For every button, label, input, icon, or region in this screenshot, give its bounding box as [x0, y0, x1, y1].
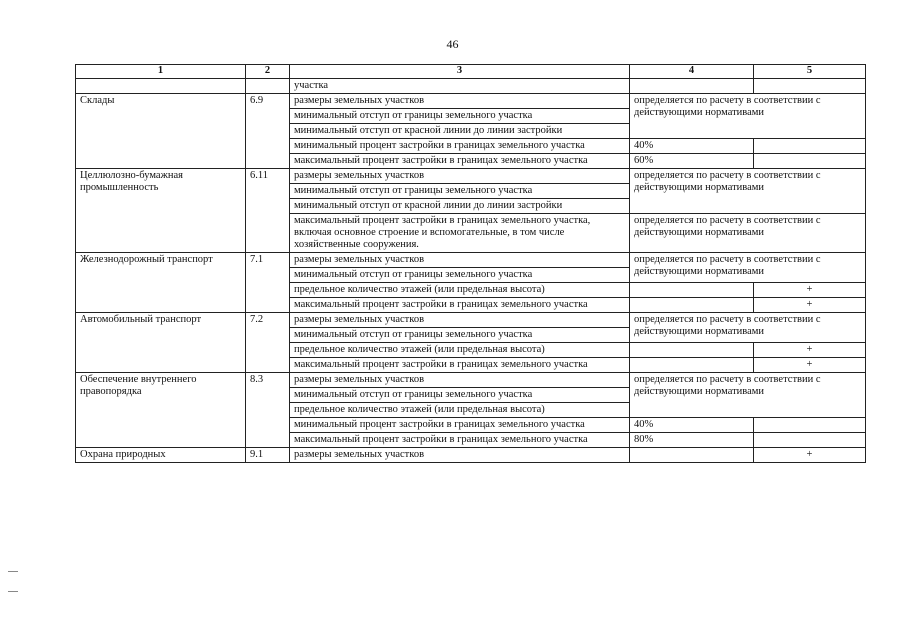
- table-row: [76, 313, 866, 328]
- norm-value: определяется по расчету в соответствии с действующими нормативами: [630, 373, 866, 418]
- use-name: Целлюлозно-бумажная промышленность: [76, 169, 246, 253]
- norm-value: определяется по расчету в соответствии с действующими нормативами: [630, 94, 866, 139]
- param-cell: минимальный отступ от красной линии до линии застройки: [290, 199, 630, 214]
- header-col-5: 5: [754, 65, 866, 79]
- param-cell: предельное количество этажей (или предельная высота): [290, 343, 630, 358]
- header-col-4: 4: [630, 65, 754, 79]
- use-name: Склады: [76, 94, 246, 169]
- param-cell: минимальный отступ от границы земельного участка: [290, 184, 630, 199]
- use-name: Обеспечение внутреннего правопорядка: [76, 373, 246, 448]
- header-col-2: 2: [246, 65, 290, 79]
- param-cell: участка: [290, 79, 630, 94]
- page-number: 46: [446, 37, 459, 51]
- param-cell: размеры земельных участков: [290, 448, 630, 463]
- norm-value: определяется по расчету в соответствии с действующими нормативами: [630, 214, 866, 253]
- table-header-row: [76, 65, 866, 79]
- param-cell: размеры земельных участков: [290, 94, 630, 109]
- param-cell: максимальный процент застройки в границах земельного участка: [290, 298, 630, 313]
- norm-value: определяется по расчету в соответствии с действующими нормативами: [630, 169, 866, 214]
- param-cell: минимальный процент застройки в границах земельного участка: [290, 139, 630, 154]
- param-cell: максимальный процент застройки в границах земельного участка: [290, 358, 630, 373]
- margin-mark: [8, 571, 18, 572]
- value-cell: 60%: [630, 154, 754, 169]
- param-cell: максимальный процент застройки в границах земельного участка, включая основное строение и вспомогательные, в том числе хозяйственные сооружения.: [290, 214, 630, 253]
- param-cell: размеры земельных участков: [290, 253, 630, 268]
- use-code: 7.2: [246, 313, 290, 373]
- plus-mark: +: [754, 283, 866, 298]
- use-code: 7.1: [246, 253, 290, 313]
- param-cell: минимальный отступ от красной линии до линии застройки: [290, 124, 630, 139]
- param-cell: минимальный отступ от границы земельного участка: [290, 109, 630, 124]
- param-cell: минимальный отступ от границы земельного участка: [290, 268, 630, 283]
- norm-value: определяется по расчету в соответствии с действующими нормативами: [630, 313, 866, 343]
- value-cell: 40%: [630, 418, 754, 433]
- use-name: Железнодорожный транспорт: [76, 253, 246, 313]
- use-code: 9.1: [246, 448, 290, 463]
- param-cell: максимальный процент застройки в границах земельного участка: [290, 433, 630, 448]
- value-cell: 40%: [630, 139, 754, 154]
- norm-value: определяется по расчету в соответствии с действующими нормативами: [630, 253, 866, 283]
- table-row: [76, 253, 866, 268]
- table-row: [76, 94, 866, 109]
- use-name: Автомобильный транспорт: [76, 313, 246, 373]
- plus-mark: +: [754, 298, 866, 313]
- table-row: [76, 448, 866, 463]
- table-row: [76, 79, 866, 94]
- plus-mark: +: [754, 358, 866, 373]
- param-cell: размеры земельных участков: [290, 373, 630, 388]
- use-code: 6.11: [246, 169, 290, 253]
- table-row: [76, 373, 866, 388]
- margin-mark: [8, 591, 18, 592]
- param-cell: минимальный отступ от границы земельного участка: [290, 328, 630, 343]
- param-cell: минимальный процент застройки в границах земельного участка: [290, 418, 630, 433]
- use-code: 6.9: [246, 94, 290, 169]
- param-cell: предельное количество этажей (или предельная высота): [290, 283, 630, 298]
- param-cell: размеры земельных участков: [290, 169, 630, 184]
- param-cell: размеры земельных участков: [290, 313, 630, 328]
- header-col-1: 1: [76, 65, 246, 79]
- use-code: 8.3: [246, 373, 290, 448]
- header-col-3: 3: [290, 65, 630, 79]
- param-cell: предельное количество этажей (или предельная высота): [290, 403, 630, 418]
- value-cell: 80%: [630, 433, 754, 448]
- table-row: [76, 169, 866, 184]
- use-name: Охрана природных: [76, 448, 246, 463]
- plus-mark: +: [754, 448, 866, 463]
- param-cell: минимальный отступ от границы земельного участка: [290, 388, 630, 403]
- plus-mark: +: [754, 343, 866, 358]
- param-cell: максимальный процент застройки в границах земельного участка: [290, 154, 630, 169]
- zoning-regulations-table: [75, 64, 866, 463]
